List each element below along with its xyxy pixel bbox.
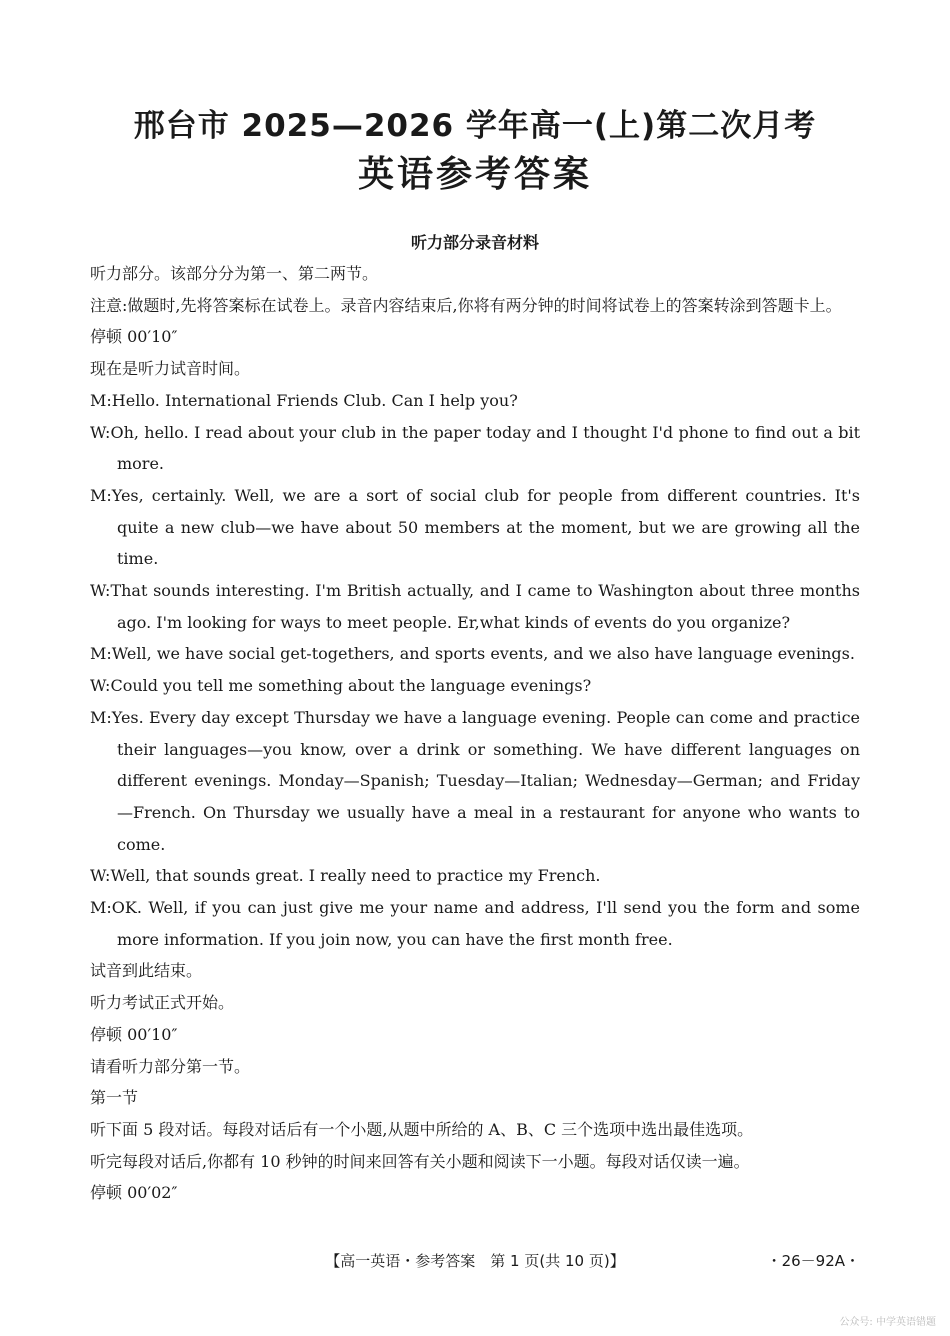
pause-line: 停顿 00′10″	[90, 327, 178, 347]
section-one-label: 第一节	[90, 1088, 139, 1108]
footer-code: ・26－92A・	[766, 1252, 860, 1270]
dialogue-line: W:Well, that sounds great. I really need to practice my French.	[90, 866, 601, 886]
page-title: 邢台市 2025—2026 学年高一(上)第二次月考	[133, 108, 817, 144]
transcript-body	[90, 258, 860, 1209]
dialogue-line: M:Hello. International Friends Club. Can I help you?	[90, 390, 518, 410]
dialogue-line: M:Well, we have social get-togethers, and sports events, and we also have language evenings.	[90, 644, 855, 664]
soundcheck-end-line: 试音到此结束。	[90, 961, 203, 981]
pause-line: 停顿 00′02″	[90, 1183, 178, 1203]
page-subtitle: 英语参考答案	[357, 154, 592, 195]
dialogue-line: M:Yes. Every day except Thursday we have a language evening. People can come and practice their languages—you know, over a drink or something. We have different languages on different evenings. Monday—Spanish; Tuesday—Italian; Wednesday—German; and Friday—French. On Thursday we usually have a meal in a restaurant for anyone who wants to come.	[90, 707, 860, 854]
intro-paragraph: 听力部分。该部分分为第一、第二两节。	[90, 264, 379, 283]
instruction-line: 听完每段对话后,你都有 10 秒钟的时间来回答有关小题和阅读下一小题。每段对话仅读一遍。	[90, 1151, 750, 1171]
instruction-line: 听下面 5 段对话。每段对话后有一个小题,从题中所给的 A、B、C 三个选项中选出最佳选项。	[90, 1119, 754, 1139]
watermark: 公众号: 中学英语错题	[839, 1317, 936, 1328]
dialogue-line: W:Could you tell me something about the language evenings?	[90, 676, 592, 696]
soundcheck-line: 现在是听力试音时间。	[90, 359, 251, 379]
section-one-prompt: 请看听力部分第一节。	[90, 1056, 251, 1076]
footer-page-info: 【高一英语・参考答案 第 1 页(共 10 页)】	[325, 1252, 625, 1270]
dialogue-line: W:Oh, hello. I read about your club in the paper today and I thought I'd phone to find out a bit more.	[90, 422, 860, 474]
pause-line: 停顿 00′10″	[90, 1024, 178, 1044]
exam-start-line: 听力考试正式开始。	[90, 993, 235, 1013]
dialogue-line: M:Yes, certainly. Well, we are a sort of social club for people from different countries. It's quite a new club—we have about 50 members at the moment, but we are growing all the time.	[90, 485, 860, 569]
dialogue-line: W:That sounds interesting. I'm British actually, and I came to Washington about three months ago. I'm looking for ways to meet people. Er,what kinds of events do you organize?	[90, 581, 860, 632]
dialogue-line: M:OK. Well, if you can just give me your name and address, I'll send you the form and some more information. If you join now, you can have the first month free.	[90, 898, 860, 949]
section-heading: 听力部分录音材料	[410, 233, 539, 252]
notice-paragraph: 注意:做题时,先将答案标在试卷上。录音内容结束后,你将有两分钟的时间将试卷上的答案转涂到答题卡上。	[90, 295, 842, 315]
